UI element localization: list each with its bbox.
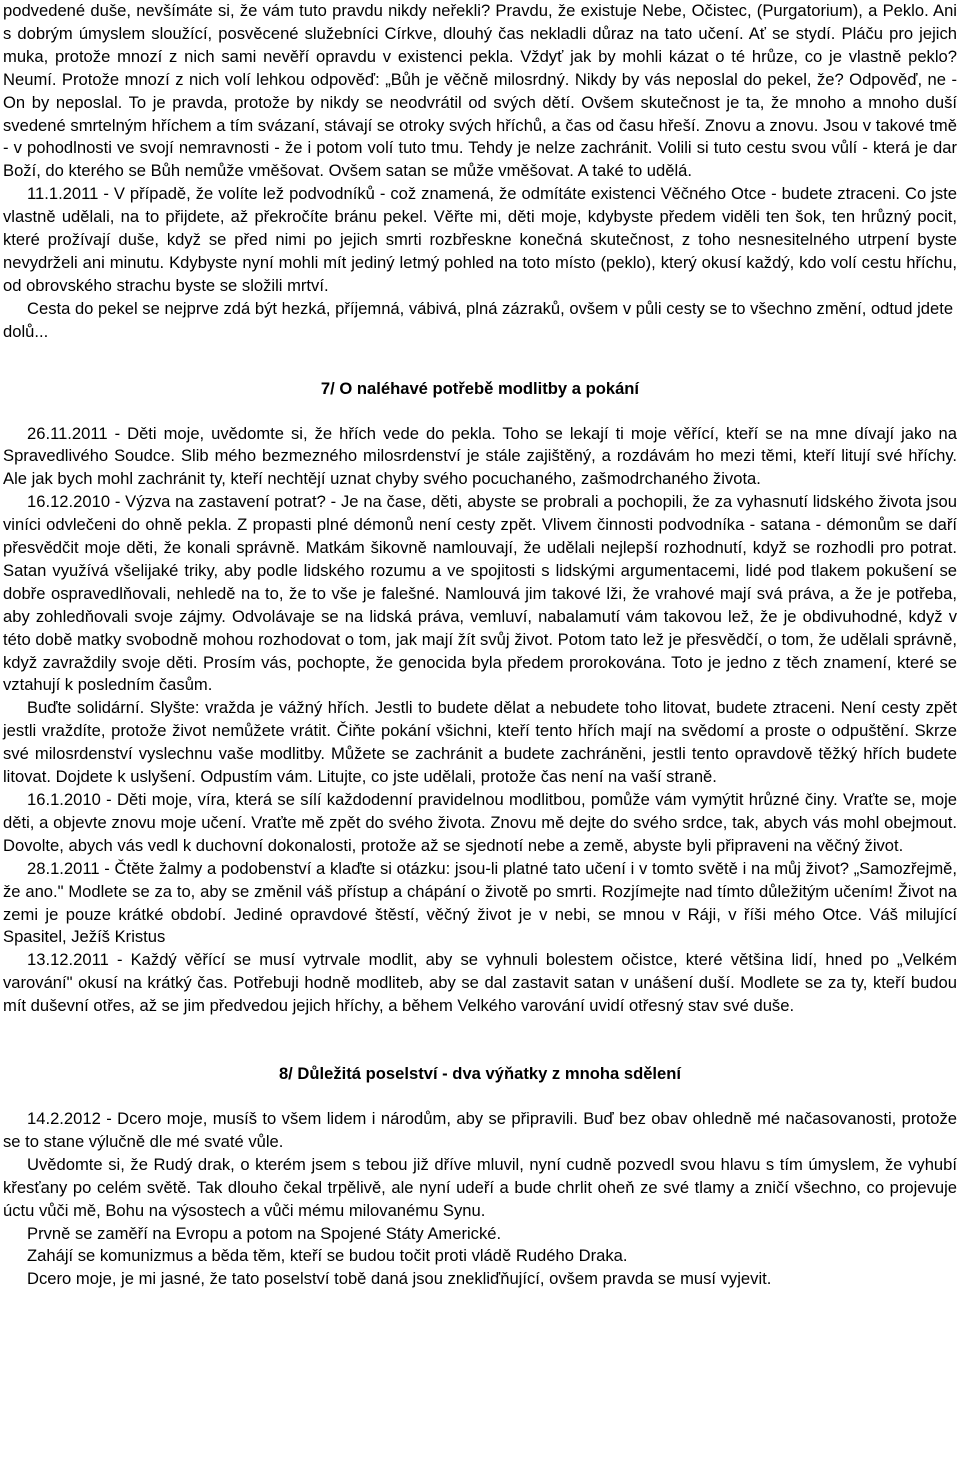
- paragraph: 16.1.2010 - Děti moje, víra, která se sílí každodenní pravidelnou modlitbou, pomůže vám vymýtit hrůzné činy. Vraťte se, moje děti, a objevte znovu moje učení. Vraťte mě zpět do svého života. Znovu mě dejte do svého srdce, tak, abych vás mohl obejmout. Dovolte, abych vás vedl k duchovní dokonalosti, protože až se sjednotí nebe a země, abyste byli připraveni na věčný život.: [3, 790, 957, 855]
- paragraph: Uvědomte si, že Rudý drak, o kterém jsem s tebou již dříve mluvil, nyní cudně pozvedl svou hlavu s tím úmyslem, že vyhubí křesťany po celém světě. Tak dlouho čekal trpělivě, ale nyní udeří a bude chrlit oheň ze své tlamy a zničí všechno, co projevuje úctu vůči mě, Bohu na výsostech a vůči mému milovanému Synu.: [3, 1154, 957, 1220]
- section-heading: 8/ Důležitá poselství - dva výňatky z mnoha sdělení: [278, 1064, 682, 1084]
- paragraph: Buďte solidární. Slyšte: vražda je vážný hřích. Jestli to budete dělat a nebudete toho litovat, budete ztraceni. Není cesty zpět jestli vraždíte, protože život nemůžete vrátit. Čiňte pokání všichni, kteří tento hřích mají na svědomí a proste o odpuštění. Skrze své milosrdenství vyslechnu vaše modlitby. Můžete se zachránit a budete zachráněni, jestli tento opravdově těžký hřích budete litovat. Dojdete k uslyšení. Odpustím vám. Litujte, co jste udělali, protože čas není na vaší straně.: [3, 698, 957, 787]
- paragraph: Cesta do pekel se nejprve zdá být hezká, příjemná, vábivá, plná zázraků, ovšem v půli cesty se to všechno změní, odtud jdete dolů...: [3, 298, 954, 341]
- paragraph: 16.12.2010 - Výzva na zastavení potrat? - Je na čase, děti, abyste se probrali a pochopili, že za vyhasnutí lidského života jsou viníci odvlečeni do ohně pekla. Z propasti plné démonů není cesty zpět. Vlivem činnosti podvodníka - satana - démonům se daří přesvědčit moje děti, že konali správně. Matkám šikovně namlouvají, že udělali nejlepší rozhodnutí, když se rozhodli pro potrat. Satan využívá všelijaké triky, aby podle lidského rozumu a ve spojitosti s lidskými argumentacemi, lidé pod tlakem pokušení se dobře ospravedlňovali, nehledě na to, že to vše je falešné. Namlouvá jim takové lži, že vrahové mají svá práva, a že je potřeba, aby zohledňovali svoje zájmy. Odvolávaje se na lidská práva, vemluví, nabalamutí vám takovou lež, že je obdivuhodné, když v této době matky svobodně mohou rozhodovat o tom, jak mají žít svůj život. Potom tato lež je přesvědčí, o tom, že udělali správně, když zavraždily svoje děti. Prosím vás, pochopte, že genocida byla předem prorokována. Toto je jedno z těch znamení, které se vztahují k posledním časům.: [3, 492, 957, 695]
- paragraph: 11.1.2011 - V případě, že volíte lež podvodníků - což znamená, že odmítáte existenci Věčného Otce - budete ztraceni. Co jste vlastně udělali, na to přijdete, až překročíte bránu pekel. Věřte mi, děti moje, kdybyste předem viděli ten šok, ten hrůzný pocit, které prožívají duše, když se před nimi po jejich smrti rozbřeskne konečná skutečnost, z toho nesnesitelného utrpení byste nevydrželi ani minutu. Kdybyste nyní mohli mít jediný letmý pohled na toto místo (peklo), který okusí každý, kdo volí cestu hříchu, od obrovského strachu byste se složili mrtví.: [3, 184, 957, 295]
- paragraph: Prvně se zaměří na Evropu a potom na Spojené Státy Americké.: [27, 1223, 502, 1243]
- paragraph: Dcero moje, je mi jasné, že tato poselství tobě daná jsou znekliďňující, ovšem pravda se musí vyjevit.: [27, 1269, 772, 1289]
- paragraph: 14.2.2012 - Dcero moje, musíš to všem lidem i národům, aby se připravili. Buď bez obav ohledně mé načasovanosti, protože se to stane výlučně dle mé svaté vůle.: [3, 1108, 957, 1151]
- paragraph: 28.1.2011 - Čtěte žalmy a podobenství a klaďte si otázku: jsou-li platné tato učení i v tomto světě i na můj život? „Samozřejmě, že ano." Modlete se za to, aby se změnil váš přístup a chápání o životě po smrti. Rozjímejte nad tímto důležitým učením! Život na zemi je pouze krátké období. Jediné opravdové štěstí, věčný život je v nebi, se mnou v Ráji, v říši mého Otce. Váš milující Spasitel, Ježíš Kristus: [3, 858, 957, 947]
- paragraph: podvedené duše, nevšímáte si, že vám tuto pravdu nikdy neřekli? Pravdu, že existuje Nebe, Očistec, (Purgatorium), a Peklo. Ani s dobrým úmyslem sloužící, posvěcené služebníci Církve, dlouhý čas nekladli důraz na tato učení. Ať se stydí. Pláču pro jejich muka, protože mnozí z nich sami nevěří opravdu v existenci pekla. Vždyť jak by mohli kázat o té hrůze, co je vlastně peklo? Neumí. Protože mnozí z nich volí lehkou odpověď: „Bůh je věčně milosrdný. Nikdy by vás neposlal do pekel, že? Odpověď, ne - On by neposlal. To je pravda, protože by nikdy se neodvrátil od svých dětí. Ovšem skutečnost je ta, že mnoho a mnoho duší svedené smrtelným hříchem a tím svázaní, stávají se otroky svých hříchů, a čas od času hřeší. Znovu a znovu. Jsou v takové tmě - v pohodlnosti ve svojí nemravnosti - že i potom volí tuto tmu. Tehdy je nelze zachránit. Volili si tuto cestu svou vůlí - která je dar Boží, do kterého se Bůh nemůže vměšovat. Ovšem satan se může vměšovat. A také to udělá.: [3, 1, 957, 181]
- paragraph: 13.12.2011 - Každý věřící se musí vytrvale modlit, aby se vyhnuli bolestem očistce, které většina lidí, hned po „Velkém varování" okusí na krátký čas. Potřebuji hodně modliteb, aby se dal zastavit satan v unášení duší. Modlete se za ty, kteří budou mít duševní otřes, až se jim předvedou jejich hříchy, a během Velkého varování uvidí otřesný stav své duše.: [3, 950, 957, 1016]
- section-heading: 7/ O naléhavé potřebě modlitby a pokání: [320, 378, 640, 398]
- document-page: [3, 0, 957, 1291]
- paragraph: Zahájí se komunizmus a běda těm, kteří se budou točit proti vládě Rudého Draka.: [27, 1246, 628, 1266]
- paragraph: 26.11.2011 - Děti moje, uvědomte si, že hřích vede do pekla. Toho se lekají ti moje věřící, kteří se na mne dívají jako na Spravedlivého Soudce. Slib mého bezmezného milosrdenství je stále zajištěný, a rozdávám ho mezi těmi, kteří litují své hříchy. Ale jak bych mohl zachránit ty, kteří nechtějí uznat chyby svého pocuchaného, zašmodrchaného života.: [3, 423, 957, 489]
